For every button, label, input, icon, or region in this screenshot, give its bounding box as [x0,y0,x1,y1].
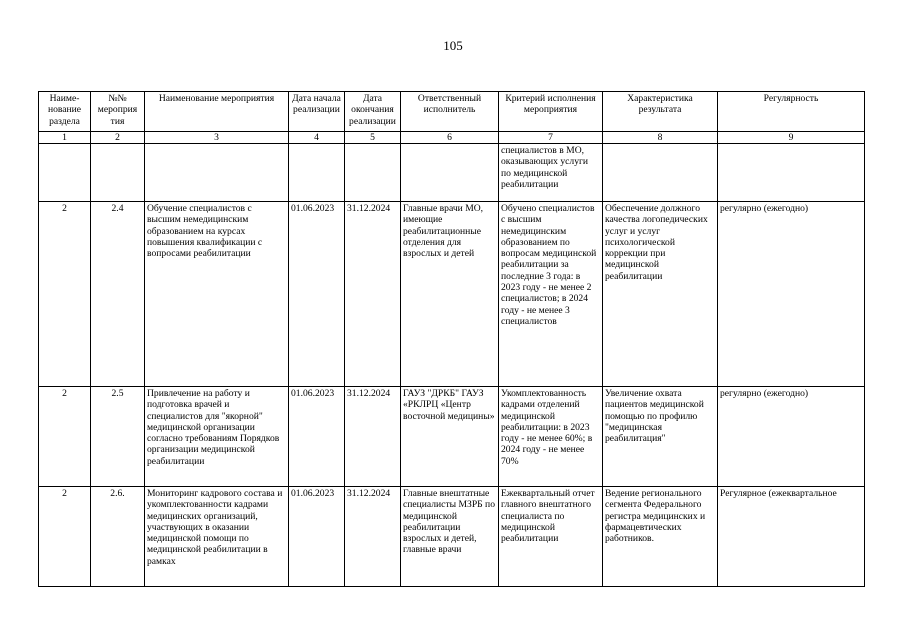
cell-criterion: Обучено специалистов с высшим немедицинским образованием по вопросам медицинской реабилитации за последние 3 года: в 2023 году - не менее 2 специалистов; в 2024 году - не менее 3 специалистов [499,202,603,387]
cell-regularity: регулярно (ежегодно) [718,202,865,387]
cell-end-date [345,144,401,202]
table-row [39,202,865,387]
cell-executor: ГАУЗ "ДРКБ" ГАУЗ «РКЛРЦ «Центр восточной медицины» [401,387,499,487]
column-number: 7 [499,132,603,144]
cell-name: Мониторинг кадрового состава и укомплектованности кадрами медицинских организаций, участвующих в оказании медицинской помощи по медицинской реабилитации в рамках [145,487,289,587]
header-row [39,92,865,132]
column-number: 1 [39,132,91,144]
cell-number: 2.4 [91,202,145,387]
cell-result: Увеличение охвата пациентов медицинской помощью по профилю "медицинская реабилитация" [603,387,718,487]
header-executor: Ответственный исполнитель [401,92,499,132]
header-regularity: Регулярность [718,92,865,132]
header-section: Наиме-нование раздела [39,92,91,132]
cell-number: 2.5 [91,387,145,487]
column-number: 3 [145,132,289,144]
cell-end-date: 31.12.2024 [345,202,401,387]
cell-start-date: 01.06.2023 [289,387,345,487]
cell-section: 2 [39,202,91,387]
column-number: 5 [345,132,401,144]
column-number: 2 [91,132,145,144]
cell-name [145,144,289,202]
table-row [39,144,865,202]
header-start-date: Дата начала реализации [289,92,345,132]
cell-end-date: 31.12.2024 [345,487,401,587]
cell-result [603,144,718,202]
cell-number [91,144,145,202]
header-number: №№ мероприя тия [91,92,145,132]
cell-result: Обеспечение должного качества логопедических услуг и услуг психологической коррекции при медицинской реабилитации [603,202,718,387]
cell-name: Привлечение на работу и подготовка врачей и специалистов для "якорной" медицинской организации согласно требованиям Порядков организации медицинской реабилитации [145,387,289,487]
cell-start-date [289,144,345,202]
cell-section: 2 [39,487,91,587]
cell-end-date: 31.12.2024 [345,387,401,487]
cell-executor: Главные внештатные специалисты МЗРБ по медицинской реабилитации взрослых и детей, главные врачи [401,487,499,587]
column-number: 4 [289,132,345,144]
activities-table [38,91,865,587]
cell-criterion: Ежеквартальный отчет главного внештатного специалиста по медицинской реабилитации [499,487,603,587]
header-result: Характеристика результата [603,92,718,132]
cell-regularity [718,144,865,202]
header-name: Наименование мероприятия [145,92,289,132]
cell-criterion: специалистов в МО, оказывающих услуги по медицинской реабилитации [499,144,603,202]
cell-result: Ведение регионального сегмента Федерального регистра медицинских и фармацевтических работников. [603,487,718,587]
header-criterion: Критерий исполнения мероприятия [499,92,603,132]
cell-executor: Главные врачи МО, имеющие реабилитационные отделения для взрослых и детей [401,202,499,387]
cell-section [39,144,91,202]
column-number: 8 [603,132,718,144]
cell-start-date: 01.06.2023 [289,202,345,387]
cell-start-date: 01.06.2023 [289,487,345,587]
column-number: 6 [401,132,499,144]
column-number: 9 [718,132,865,144]
cell-regularity: регулярно (ежегодно) [718,387,865,487]
column-numbers-row [39,132,865,144]
cell-section: 2 [39,387,91,487]
header-end-date: Дата окончания реализации [345,92,401,132]
table-row [39,487,865,587]
cell-criterion: Укомплектованность кадрами отделений медицинской реабилитации: в 2023 году - не менее 60%; в 2024 году - не менее 70% [499,387,603,487]
cell-executor [401,144,499,202]
page-number: 105 [443,38,463,53]
cell-regularity: Регулярное (ежеквартальное [718,487,865,587]
cell-name: Обучение специалистов с высшим немедицинским образованием на курсах повышения квалификации с вопросами реабилитации [145,202,289,387]
table-row [39,387,865,487]
cell-number: 2.6. [91,487,145,587]
